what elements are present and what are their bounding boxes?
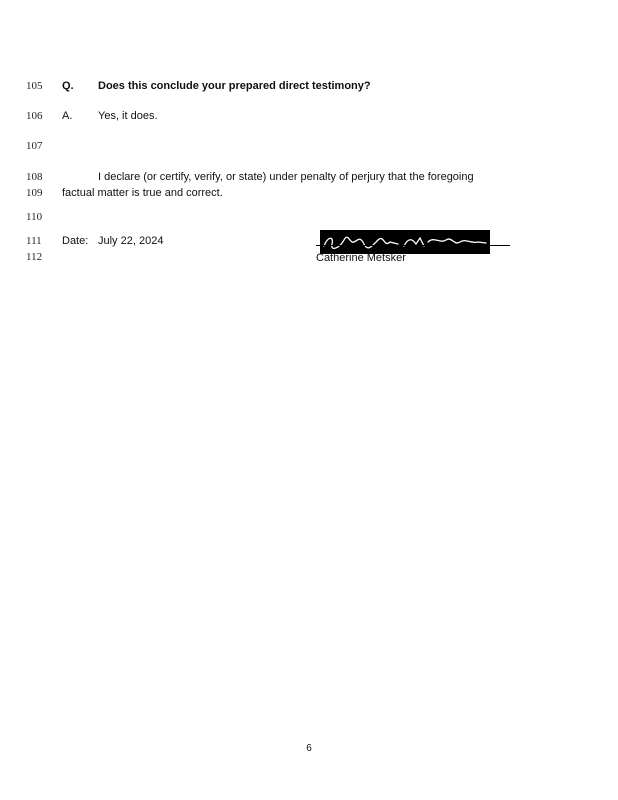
signature-scribble-icon — [320, 230, 490, 254]
declaration-line-1: I declare (or certify, verify, or state) under penalty of perjury that the foregoing — [98, 171, 474, 183]
line-number-107: 107 — [26, 140, 43, 152]
line-number-109: 109 — [26, 187, 43, 199]
line-number-105: 105 — [26, 80, 43, 92]
answer-text: Yes, it does. — [98, 110, 158, 122]
declaration-line-2: factual matter is true and correct. — [62, 187, 223, 199]
date-value: July 22, 2024 — [98, 235, 164, 247]
signature-line — [316, 245, 510, 246]
signature-image — [320, 230, 490, 254]
page-number: 6 — [306, 743, 312, 754]
question-label: Q. — [62, 80, 74, 92]
date-label: Date: — [62, 235, 89, 247]
question-text: Does this conclude your prepared direct testimony? — [98, 80, 371, 92]
answer-label: A. — [62, 110, 73, 122]
signatory-name: Catherine Metsker — [316, 252, 406, 264]
line-number-110: 110 — [26, 211, 43, 223]
line-number-112: 112 — [26, 251, 43, 263]
line-number-108: 108 — [26, 171, 43, 183]
line-number-111: 111 — [26, 235, 42, 247]
line-number-106: 106 — [26, 110, 43, 122]
